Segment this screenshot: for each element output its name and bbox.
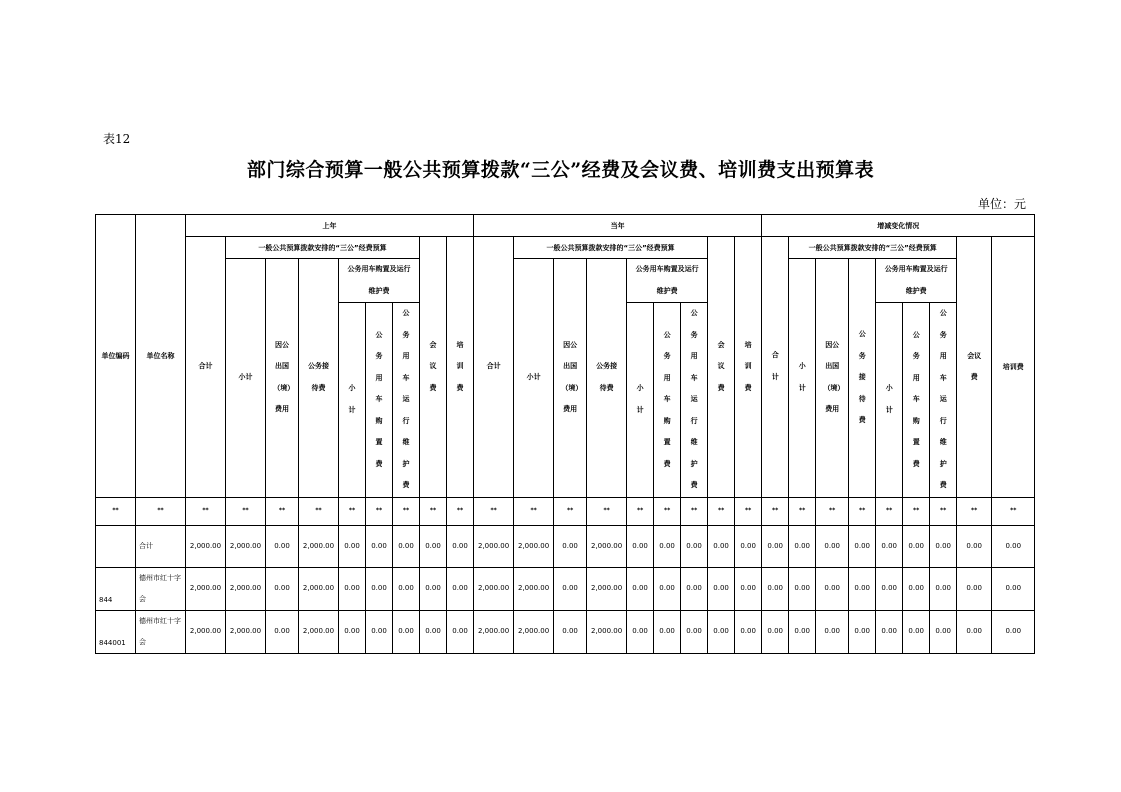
sequence-cell: ** (186, 497, 226, 525)
header-unit-name: 单位名称 (136, 215, 186, 498)
value-cell: 2,000.00 (186, 610, 226, 653)
value-cell: 0.00 (762, 567, 789, 610)
header-last-year: 上年 (186, 215, 474, 237)
sequence-cell: ** (849, 497, 876, 525)
sequence-cell: ** (992, 497, 1035, 525)
value-cell: 2,000.00 (186, 567, 226, 610)
value-cell: 0.00 (789, 525, 816, 567)
table-number: 表12 (103, 132, 131, 146)
value-cell: 0.00 (393, 525, 420, 567)
sequence-cell: ** (903, 497, 930, 525)
value-cell: 0.00 (876, 525, 903, 567)
value-cell: 2,000.00 (474, 567, 514, 610)
value-cell: 0.00 (992, 610, 1035, 653)
value-cell: 0.00 (992, 567, 1035, 610)
sequence-cell: ** (96, 497, 136, 525)
value-cell: 2,000.00 (514, 567, 554, 610)
value-cell: 0.00 (789, 567, 816, 610)
unit-label: 单位：元 (977, 197, 1026, 211)
sequence-row (96, 497, 1035, 525)
value-cell: 0.00 (789, 610, 816, 653)
value-cell: 0.00 (735, 610, 762, 653)
value-cell: 0.00 (627, 610, 654, 653)
header-reception: 公务接待费 (299, 259, 339, 498)
value-cell: 0.00 (554, 610, 587, 653)
value-cell: 0.00 (420, 525, 447, 567)
value-cell: 0.00 (876, 610, 903, 653)
value-cell: 0.00 (762, 525, 789, 567)
value-cell: 2,000.00 (299, 610, 339, 653)
value-cell: 0.00 (654, 610, 681, 653)
value-cell: 0.00 (762, 610, 789, 653)
value-cell: 0.00 (930, 567, 957, 610)
header-meeting: 会议费 (957, 237, 992, 498)
value-cell: 2,000.00 (514, 610, 554, 653)
value-cell: 0.00 (681, 525, 708, 567)
value-cell: 0.00 (957, 610, 992, 653)
header-reception: 公务接待费 (849, 259, 876, 498)
sequence-cell: ** (587, 497, 627, 525)
value-cell: 0.00 (681, 610, 708, 653)
value-cell: 0.00 (849, 567, 876, 610)
value-cell: 0.00 (903, 610, 930, 653)
header-subtotal: 小计 (789, 259, 816, 498)
value-cell: 2,000.00 (226, 610, 266, 653)
sequence-cell: ** (393, 497, 420, 525)
value-cell: 0.00 (366, 525, 393, 567)
header-total: 合计 (474, 237, 514, 498)
value-cell: 0.00 (266, 610, 299, 653)
header-subtotal: 小计 (226, 259, 266, 498)
unit-code-cell (96, 525, 136, 567)
unit-code-cell: 844001 (96, 610, 136, 653)
value-cell: 0.00 (708, 567, 735, 610)
value-cell: 0.00 (339, 567, 366, 610)
header-general-budget: 一般公共预算拨款安排的“三公”经费预算 (789, 237, 957, 259)
header-subtotal: 小计 (514, 259, 554, 498)
value-cell: 0.00 (339, 610, 366, 653)
sequence-cell: ** (366, 497, 393, 525)
unit-code-cell: 844 (96, 567, 136, 610)
value-cell: 2,000.00 (299, 567, 339, 610)
value-cell: 2,000.00 (299, 525, 339, 567)
sequence-cell: ** (681, 497, 708, 525)
value-cell: 0.00 (930, 525, 957, 567)
value-cell: 0.00 (992, 525, 1035, 567)
value-cell: 0.00 (393, 610, 420, 653)
header-change: 增减变化情况 (762, 215, 1035, 237)
header-vehicle-maint: 公务用车运行维护费 (930, 303, 957, 498)
value-cell: 0.00 (627, 567, 654, 610)
value-cell: 0.00 (681, 567, 708, 610)
value-cell: 0.00 (447, 525, 474, 567)
page-title: 部门综合预算一般公共预算拨款“三公”经费及会议费、培训费支出预算表 (246, 159, 875, 181)
value-cell: 2,000.00 (587, 525, 627, 567)
sequence-cell: ** (627, 497, 654, 525)
value-cell: 2,000.00 (226, 525, 266, 567)
sequence-cell: ** (447, 497, 474, 525)
header-meeting: 会议费 (708, 237, 735, 498)
value-cell: 0.00 (654, 525, 681, 567)
header-abroad: 因公出国（境）费用 (554, 259, 587, 498)
value-cell: 0.00 (339, 525, 366, 567)
value-cell: 0.00 (957, 525, 992, 567)
sequence-cell: ** (554, 497, 587, 525)
value-cell: 0.00 (420, 610, 447, 653)
value-cell: 0.00 (393, 567, 420, 610)
value-cell: 0.00 (366, 610, 393, 653)
sequence-cell: ** (762, 497, 789, 525)
value-cell: 0.00 (876, 567, 903, 610)
sequence-cell: ** (789, 497, 816, 525)
header-training: 培训费 (447, 237, 474, 498)
table-row (96, 525, 1035, 567)
value-cell: 0.00 (366, 567, 393, 610)
sequence-cell: ** (876, 497, 903, 525)
sequence-cell: ** (816, 497, 849, 525)
value-cell: 0.00 (708, 610, 735, 653)
sequence-cell: ** (474, 497, 514, 525)
header-general-budget: 一般公共预算拨款安排的“三公”经费预算 (226, 237, 420, 259)
sequence-cell: ** (654, 497, 681, 525)
value-cell: 0.00 (849, 525, 876, 567)
header-vehicle: 公务用车购置及运行维护费 (339, 259, 420, 303)
header-vehicle-purchase: 公务用车购置费 (366, 303, 393, 498)
header-vehicle-maint: 公务用车运行维护费 (393, 303, 420, 498)
unit-name-cell: 德州市红十字会 (136, 567, 186, 610)
header-vehicle: 公务用车购置及运行维护费 (627, 259, 708, 303)
value-cell: 0.00 (554, 525, 587, 567)
value-cell: 0.00 (735, 525, 762, 567)
value-cell: 2,000.00 (474, 610, 514, 653)
header-subtotal: 小计 (627, 303, 654, 498)
header-general-budget: 一般公共预算拨款安排的“三公”经费预算 (514, 237, 708, 259)
value-cell: 0.00 (554, 567, 587, 610)
sequence-cell: ** (930, 497, 957, 525)
value-cell: 2,000.00 (514, 525, 554, 567)
value-cell: 0.00 (654, 567, 681, 610)
sequence-cell: ** (735, 497, 762, 525)
value-cell: 0.00 (957, 567, 992, 610)
value-cell: 0.00 (447, 567, 474, 610)
value-cell: 0.00 (930, 610, 957, 653)
value-cell: 0.00 (266, 567, 299, 610)
header-vehicle-purchase: 公务用车购置费 (903, 303, 930, 498)
header-total: 合计 (186, 237, 226, 498)
header-abroad: 因公出国（境）费用 (816, 259, 849, 498)
header-unit-code: 单位编码 (96, 215, 136, 498)
sequence-cell: ** (136, 497, 186, 525)
sequence-cell: ** (708, 497, 735, 525)
table-body (96, 497, 1035, 653)
value-cell: 0.00 (816, 567, 849, 610)
value-cell: 0.00 (903, 567, 930, 610)
header-this-year: 当年 (474, 215, 762, 237)
header-abroad: 因公出国（境）费用 (266, 259, 299, 498)
header-vehicle-maint: 公务用车运行维护费 (681, 303, 708, 498)
header-training: 培训费 (992, 237, 1035, 498)
header-subtotal: 小计 (876, 303, 903, 498)
value-cell: 0.00 (816, 525, 849, 567)
header-vehicle-purchase: 公务用车购置费 (654, 303, 681, 498)
value-cell: 2,000.00 (587, 610, 627, 653)
value-cell: 2,000.00 (226, 567, 266, 610)
sequence-cell: ** (266, 497, 299, 525)
header-subtotal: 小计 (339, 303, 366, 498)
value-cell: 2,000.00 (186, 525, 226, 567)
value-cell: 0.00 (447, 610, 474, 653)
value-cell: 0.00 (420, 567, 447, 610)
sequence-cell: ** (420, 497, 447, 525)
sequence-cell: ** (226, 497, 266, 525)
value-cell: 0.00 (266, 525, 299, 567)
value-cell: 0.00 (627, 525, 654, 567)
unit-name-cell: 德州市红十字会 (136, 610, 186, 653)
header-vehicle: 公务用车购置及运行维护费 (876, 259, 957, 303)
table-row (96, 567, 1035, 610)
header-reception: 公务接待费 (587, 259, 627, 498)
value-cell: 0.00 (708, 525, 735, 567)
header-total: 合计 (762, 237, 789, 498)
table-row (96, 610, 1035, 653)
value-cell: 0.00 (849, 610, 876, 653)
value-cell: 0.00 (903, 525, 930, 567)
sequence-cell: ** (299, 497, 339, 525)
value-cell: 2,000.00 (474, 525, 514, 567)
budget-table (95, 214, 1035, 654)
value-cell: 0.00 (735, 567, 762, 610)
sequence-cell: ** (957, 497, 992, 525)
sequence-cell: ** (339, 497, 366, 525)
header-training: 培训费 (735, 237, 762, 498)
unit-name-cell: 合计 (136, 525, 186, 567)
value-cell: 2,000.00 (587, 567, 627, 610)
header-meeting: 会议费 (420, 237, 447, 498)
sequence-cell: ** (514, 497, 554, 525)
value-cell: 0.00 (816, 610, 849, 653)
